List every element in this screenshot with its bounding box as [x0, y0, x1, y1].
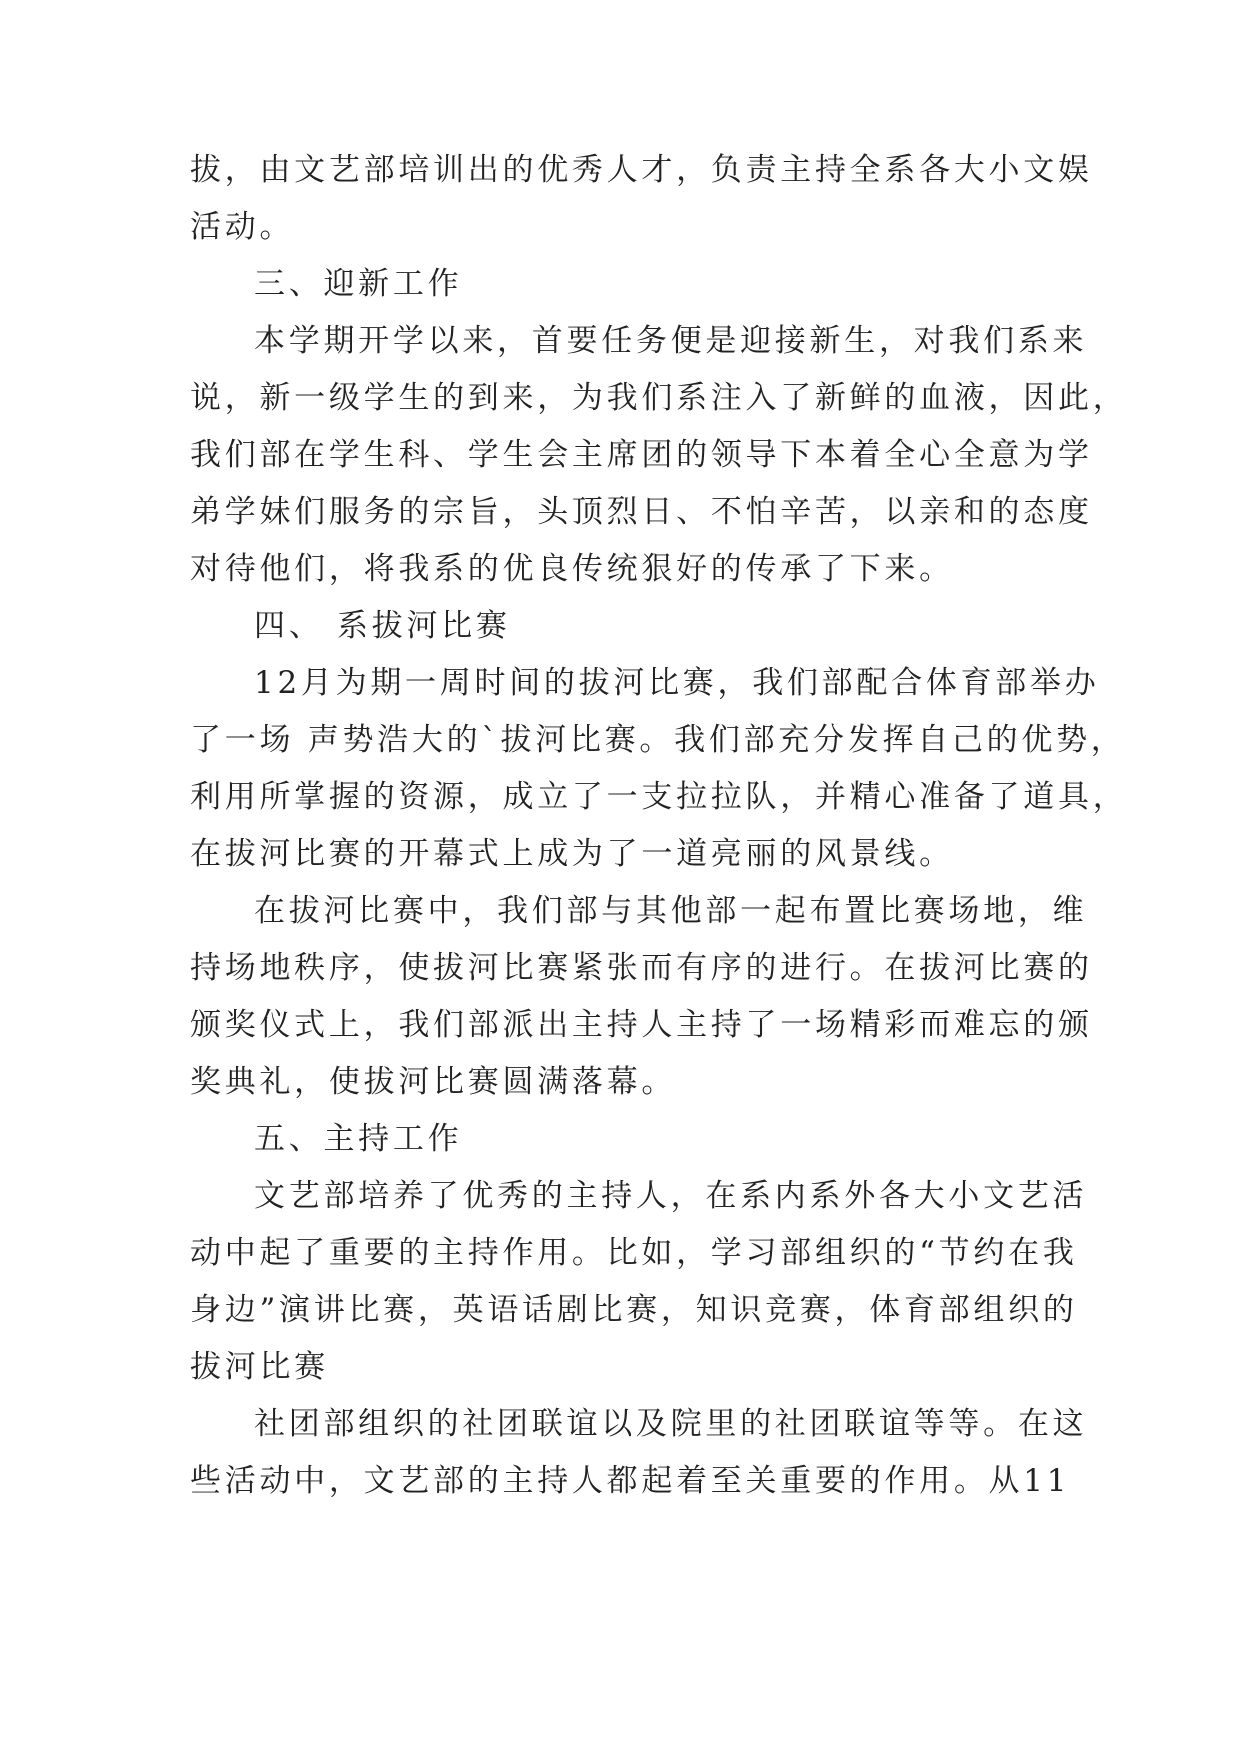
text-line: 了一场 声势浩大的`拔河比赛。我们部充分发挥自己的优势，	[190, 722, 1126, 758]
text-line: 活动。	[190, 209, 295, 245]
text-line: 在拔河比赛的开幕式上成为了一道亮丽的风景线。	[190, 836, 954, 872]
text-line: 拔，由文艺部培训出的优秀人才，负责主持全系各大小文娱	[190, 152, 1093, 188]
text-line: 拔河比赛	[190, 1349, 329, 1385]
text-line: 弟学妹们服务的宗旨，头顶烈日、不怕辛苦，以亲和的态度	[190, 494, 1093, 530]
text-line: 对待他们，将我系的优良传统狠好的传承了下来。	[190, 551, 954, 587]
text-line: 说，新一级学生的到来，为我们系注入了新鲜的血液，因此，	[190, 380, 1128, 416]
text-line: 社团部组织的社团联谊以及院里的社团联谊等等。在这	[254, 1406, 1088, 1442]
text-line: 我们部在学生科、学生会主席团的领导下本着全心全意为学	[190, 437, 1093, 473]
text-line: 在拔河比赛中，我们部与其他部一起布置比赛场地，维	[254, 893, 1088, 929]
text-line: 持场地秩序，使拔河比赛紧张而有序的进行。在拔河比赛的	[190, 950, 1093, 986]
text-line: 利用所掌握的资源，成立了一支拉拉队，并精心准备了道具，	[190, 779, 1128, 815]
text-line: 本学期开学以来，首要任务便是迎接新生，对我们系来	[254, 323, 1088, 359]
text-line: 文艺部培养了优秀的主持人，在系内系外各大小文艺活	[254, 1178, 1088, 1214]
text-line: 颁奖仪式上，我们部派出主持人主持了一场精彩而难忘的颁	[190, 1007, 1093, 1043]
text-line: 身边”演讲比赛，英语话剧比赛，知识竞赛，体育部组织的	[190, 1292, 1078, 1328]
section-heading: 四、 系拔河比赛	[254, 608, 511, 644]
section-heading: 三、迎新工作	[254, 266, 463, 302]
text-line: 动中起了重要的主持作用。比如，学习部组织的“节约在我	[190, 1235, 1078, 1271]
section-heading: 五、主持工作	[254, 1121, 463, 1157]
text-line: 些活动中，文艺部的主持人都起着至关重要的作用。从11	[190, 1463, 1071, 1499]
text-line: 12月为期一周时间的拔河比赛，我们部配合体育部举办	[254, 665, 1100, 701]
text-line: 奖典礼，使拔河比赛圆满落幕。	[190, 1064, 677, 1100]
